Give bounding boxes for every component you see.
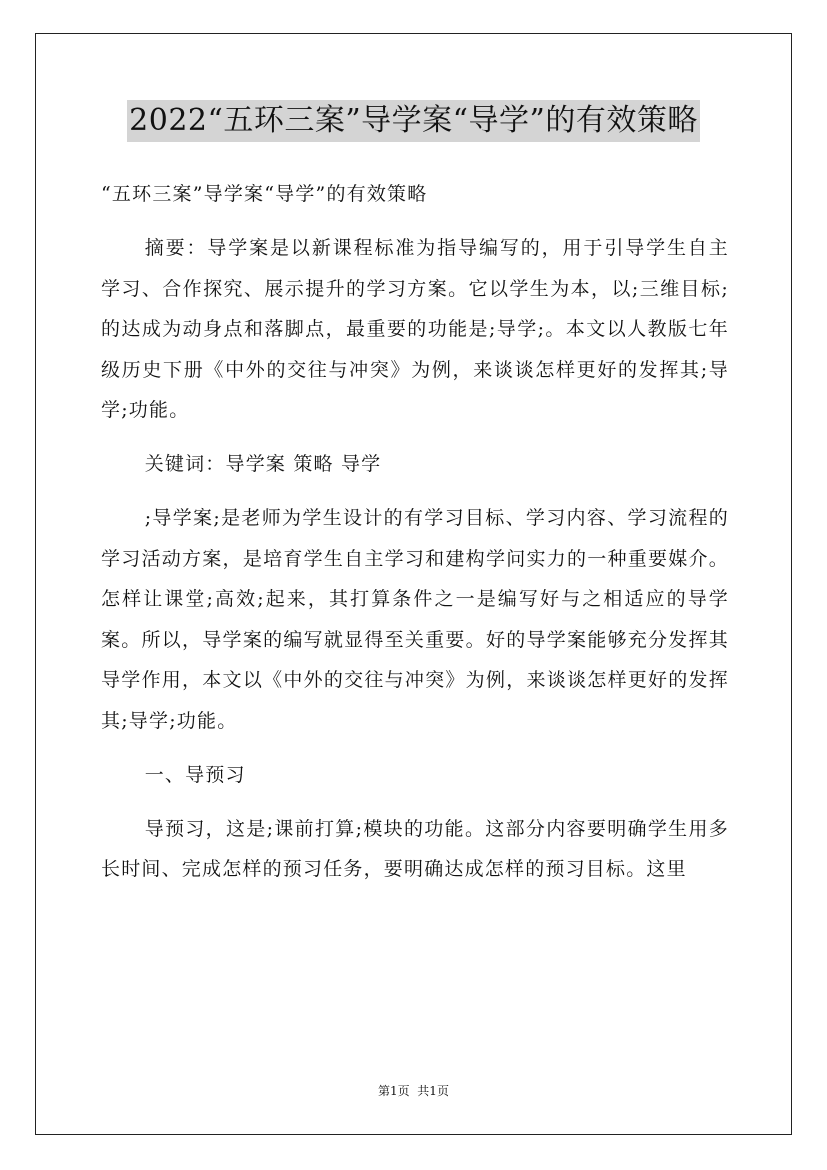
keywords-paragraph: 关键词：导学案 策略 导学 [144, 453, 382, 475]
document-title: 2022“五环三案”导学案“导学”的有效策略 [127, 100, 700, 142]
section-heading: 一、导预习 [144, 763, 246, 786]
intro-paragraph: ;导学案;是老师为学生设计的有学习目标、学习内容、学习流程的学习活动方案，是培育学生自主学习和建构学问实力的一种重要媒介。怎样让课堂;高效;起来，其打算条件之一是编写好与之相适应的导学案。所以，导学案的编写就显得至关重要。好的导学案能够充分发挥其导学作用，本文以《中外的交往与冲突》为例，来谈谈怎样更好的发挥其;导学;功能。 [101, 507, 729, 732]
subtitle-paragraph: “五环三案”导学案“导学”的有效策略 [101, 183, 428, 205]
section-body-paragraph: 导预习，这是;课前打算;模块的功能。这部分内容要明确学生用多长时间、完成怎样的预习任务，要明确达成怎样的预习目标。这里 [101, 817, 729, 880]
title-container [0, 100, 827, 142]
abstract-paragraph: 摘要：导学案是以新课程标准为指导编写的，用于引导学生自主学习、合作探究、展示提升的学习方案。它以学生为本，以;三维目标;的达成为动身点和落脚点，最重要的功能是;导学;。本文以人教版七年级历史下册《中外的交往与冲突》为例，来谈谈怎样更好的发挥其;导学;功能。 [101, 237, 729, 421]
document-body [101, 174, 729, 890]
page-footer: 第1页 共1页 [378, 1084, 449, 1098]
